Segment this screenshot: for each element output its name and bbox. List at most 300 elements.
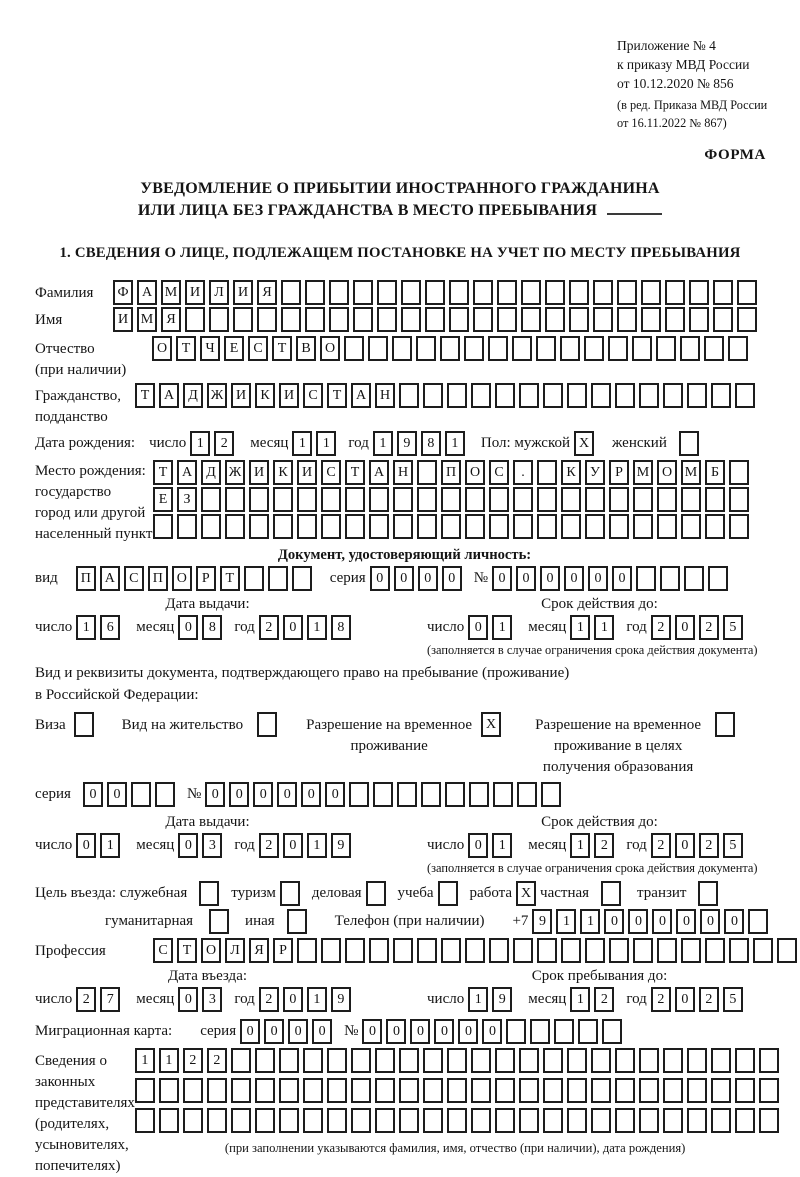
char-cell[interactable] xyxy=(608,336,628,361)
purpose-tourism-checkbox[interactable] xyxy=(280,881,304,906)
char-cell[interactable] xyxy=(399,1108,419,1133)
char-cell[interactable]: 0 xyxy=(468,615,488,640)
char-cell[interactable] xyxy=(417,487,437,512)
char-cell[interactable] xyxy=(705,938,725,963)
char-cell[interactable]: 9 xyxy=(331,987,351,1012)
char-cell[interactable] xyxy=(728,336,748,361)
char-cell[interactable]: 7 xyxy=(100,987,120,1012)
char-cell[interactable] xyxy=(591,1078,611,1103)
char-cell[interactable]: 0 xyxy=(675,833,695,858)
char-cell[interactable] xyxy=(417,938,437,963)
char-cell[interactable] xyxy=(417,460,437,485)
char-cell[interactable] xyxy=(249,487,269,512)
char-cell[interactable] xyxy=(489,514,509,539)
char-cell[interactable] xyxy=(465,938,485,963)
char-cell[interactable]: С xyxy=(321,460,341,485)
char-cell[interactable]: 0 xyxy=(675,987,695,1012)
char-cell[interactable]: 1 xyxy=(445,431,465,456)
char-cell[interactable]: М xyxy=(681,460,701,485)
char-cell[interactable] xyxy=(465,487,485,512)
char-cell[interactable] xyxy=(349,782,369,807)
char-cell[interactable] xyxy=(585,514,605,539)
char-cell[interactable]: Д xyxy=(183,383,203,408)
char-cell[interactable]: 0 xyxy=(107,782,127,807)
char-cell[interactable] xyxy=(633,487,653,512)
char-cell[interactable] xyxy=(327,1048,347,1073)
char-cell[interactable] xyxy=(279,1108,299,1133)
char-cell[interactable] xyxy=(519,1108,539,1133)
char-cell[interactable] xyxy=(633,938,653,963)
char-cell[interactable] xyxy=(578,1019,598,1044)
char-cell[interactable] xyxy=(495,1108,515,1133)
char-cell[interactable]: 0 xyxy=(410,1019,430,1044)
char-cell[interactable]: 0 xyxy=(301,782,321,807)
char-cell[interactable]: Я xyxy=(257,280,277,305)
char-cell[interactable]: 2 xyxy=(259,615,279,640)
char-cell[interactable]: 2 xyxy=(699,833,719,858)
char-cell[interactable] xyxy=(292,566,312,591)
char-cell[interactable] xyxy=(591,383,611,408)
char-cell[interactable] xyxy=(513,938,533,963)
char-cell[interactable] xyxy=(445,782,465,807)
char-cell[interactable] xyxy=(447,1048,467,1073)
char-cell[interactable]: Я xyxy=(161,307,181,332)
char-cell[interactable] xyxy=(464,336,484,361)
char-cell[interactable]: С xyxy=(489,460,509,485)
char-cell[interactable] xyxy=(417,514,437,539)
char-cell[interactable] xyxy=(536,336,556,361)
char-cell[interactable] xyxy=(639,1108,659,1133)
char-cell[interactable]: Т xyxy=(135,383,155,408)
char-cell[interactable]: 2 xyxy=(594,833,614,858)
char-cell[interactable]: Т xyxy=(327,383,347,408)
char-cell[interactable]: Н xyxy=(393,460,413,485)
char-cell[interactable] xyxy=(465,514,485,539)
char-cell[interactable]: А xyxy=(177,460,197,485)
char-cell[interactable]: И xyxy=(297,460,317,485)
char-cell[interactable]: 2 xyxy=(699,987,719,1012)
char-cell[interactable]: 1 xyxy=(373,431,393,456)
char-cell[interactable]: П xyxy=(76,566,96,591)
char-cell[interactable] xyxy=(471,1108,491,1133)
char-cell[interactable] xyxy=(585,938,605,963)
char-cell[interactable] xyxy=(567,1108,587,1133)
char-cell[interactable] xyxy=(257,307,277,332)
char-cell[interactable] xyxy=(687,1078,707,1103)
char-cell[interactable] xyxy=(561,487,581,512)
char-cell[interactable]: М xyxy=(137,307,157,332)
char-cell[interactable] xyxy=(345,514,365,539)
char-cell[interactable]: Т xyxy=(345,460,365,485)
char-cell[interactable] xyxy=(231,1078,251,1103)
char-cell[interactable] xyxy=(537,514,557,539)
purpose-work-checkbox[interactable] xyxy=(516,881,540,906)
char-cell[interactable]: 2 xyxy=(207,1048,227,1073)
char-cell[interactable] xyxy=(375,1048,395,1073)
char-cell[interactable] xyxy=(273,514,293,539)
char-cell[interactable] xyxy=(425,280,445,305)
char-cell[interactable] xyxy=(735,1048,755,1073)
char-cell[interactable] xyxy=(657,514,677,539)
char-cell[interactable]: Я xyxy=(249,938,269,963)
char-cell[interactable] xyxy=(663,1108,683,1133)
char-cell[interactable] xyxy=(447,1108,467,1133)
char-cell[interactable] xyxy=(425,307,445,332)
char-cell[interactable]: 1 xyxy=(307,833,327,858)
char-cell[interactable]: 0 xyxy=(540,566,560,591)
char-cell[interactable] xyxy=(639,1048,659,1073)
char-cell[interactable]: А xyxy=(159,383,179,408)
char-cell[interactable] xyxy=(440,336,460,361)
char-cell[interactable] xyxy=(423,1048,443,1073)
char-cell[interactable] xyxy=(759,1108,779,1133)
char-cell[interactable] xyxy=(183,1108,203,1133)
char-cell[interactable] xyxy=(513,514,533,539)
char-cell[interactable] xyxy=(519,383,539,408)
char-cell[interactable]: 0 xyxy=(676,909,696,934)
char-cell[interactable]: 0 xyxy=(205,782,225,807)
char-cell[interactable] xyxy=(615,1078,635,1103)
char-cell[interactable] xyxy=(257,712,277,737)
char-cell[interactable]: 9 xyxy=(532,909,552,934)
char-cell[interactable]: О xyxy=(201,938,221,963)
char-cell[interactable] xyxy=(344,336,364,361)
char-cell[interactable] xyxy=(513,487,533,512)
char-cell[interactable] xyxy=(399,1078,419,1103)
char-cell[interactable]: 2 xyxy=(651,987,671,1012)
char-cell[interactable] xyxy=(687,1108,707,1133)
char-cell[interactable] xyxy=(225,487,245,512)
char-cell[interactable]: 0 xyxy=(283,833,303,858)
char-cell[interactable] xyxy=(633,514,653,539)
char-cell[interactable]: 1 xyxy=(594,615,614,640)
char-cell[interactable] xyxy=(657,938,677,963)
char-cell[interactable]: А xyxy=(369,460,389,485)
char-cell[interactable] xyxy=(713,280,733,305)
char-cell[interactable] xyxy=(377,307,397,332)
char-cell[interactable] xyxy=(729,487,749,512)
char-cell[interactable]: Т xyxy=(153,460,173,485)
char-cell[interactable] xyxy=(636,566,656,591)
char-cell[interactable]: О xyxy=(152,336,172,361)
char-cell[interactable] xyxy=(209,307,229,332)
char-cell[interactable] xyxy=(327,1078,347,1103)
char-cell[interactable] xyxy=(585,487,605,512)
char-cell[interactable]: А xyxy=(137,280,157,305)
char-cell[interactable] xyxy=(153,514,173,539)
char-cell[interactable] xyxy=(584,336,604,361)
char-cell[interactable] xyxy=(369,514,389,539)
char-cell[interactable]: 0 xyxy=(564,566,584,591)
char-cell[interactable]: 0 xyxy=(458,1019,478,1044)
char-cell[interactable] xyxy=(329,307,349,332)
char-cell[interactable]: . xyxy=(513,460,533,485)
char-cell[interactable]: 1 xyxy=(570,987,590,1012)
char-cell[interactable] xyxy=(554,1019,574,1044)
char-cell[interactable]: Е xyxy=(153,487,173,512)
char-cell[interactable] xyxy=(530,1019,550,1044)
char-cell[interactable]: Н xyxy=(375,383,395,408)
char-cell[interactable] xyxy=(684,566,704,591)
char-cell[interactable] xyxy=(506,1019,526,1044)
char-cell[interactable] xyxy=(447,1078,467,1103)
char-cell[interactable] xyxy=(497,307,517,332)
char-cell[interactable] xyxy=(569,307,589,332)
char-cell[interactable]: 0 xyxy=(370,566,390,591)
char-cell[interactable]: К xyxy=(561,460,581,485)
char-cell[interactable]: 0 xyxy=(675,615,695,640)
sex-female-checkbox[interactable] xyxy=(679,431,703,456)
char-cell[interactable] xyxy=(268,566,288,591)
purpose-business-checkbox[interactable] xyxy=(366,881,390,906)
char-cell[interactable]: 2 xyxy=(183,1048,203,1073)
char-cell[interactable] xyxy=(517,782,537,807)
char-cell[interactable] xyxy=(297,487,317,512)
char-cell[interactable] xyxy=(353,307,373,332)
char-cell[interactable]: 8 xyxy=(202,615,222,640)
char-cell[interactable] xyxy=(713,307,733,332)
char-cell[interactable] xyxy=(537,487,557,512)
char-cell[interactable]: Ж xyxy=(225,460,245,485)
char-cell[interactable]: З xyxy=(177,487,197,512)
char-cell[interactable] xyxy=(401,280,421,305)
char-cell[interactable] xyxy=(233,307,253,332)
char-cell[interactable]: Д xyxy=(201,460,221,485)
char-cell[interactable] xyxy=(521,307,541,332)
char-cell[interactable] xyxy=(545,307,565,332)
char-cell[interactable] xyxy=(495,383,515,408)
char-cell[interactable] xyxy=(201,487,221,512)
char-cell[interactable] xyxy=(249,514,269,539)
char-cell[interactable] xyxy=(665,307,685,332)
char-cell[interactable] xyxy=(185,307,205,332)
char-cell[interactable]: 5 xyxy=(723,833,743,858)
char-cell[interactable]: 3 xyxy=(202,833,222,858)
char-cell[interactable] xyxy=(711,383,731,408)
char-cell[interactable]: 0 xyxy=(386,1019,406,1044)
temp-residence-checkbox[interactable] xyxy=(481,712,505,737)
char-cell[interactable] xyxy=(131,782,151,807)
char-cell[interactable]: И xyxy=(233,280,253,305)
char-cell[interactable] xyxy=(255,1108,275,1133)
char-cell[interactable]: X xyxy=(516,881,536,906)
char-cell[interactable] xyxy=(521,280,541,305)
char-cell[interactable] xyxy=(279,1078,299,1103)
char-cell[interactable] xyxy=(281,280,301,305)
char-cell[interactable] xyxy=(704,336,724,361)
char-cell[interactable]: 0 xyxy=(516,566,536,591)
char-cell[interactable] xyxy=(681,487,701,512)
char-cell[interactable] xyxy=(561,514,581,539)
char-cell[interactable] xyxy=(135,1108,155,1133)
char-cell[interactable]: Ч xyxy=(200,336,220,361)
char-cell[interactable] xyxy=(681,938,701,963)
char-cell[interactable]: 1 xyxy=(159,1048,179,1073)
char-cell[interactable] xyxy=(567,383,587,408)
char-cell[interactable] xyxy=(679,431,699,456)
char-cell[interactable]: 2 xyxy=(259,833,279,858)
char-cell[interactable]: Р xyxy=(273,938,293,963)
char-cell[interactable] xyxy=(663,1078,683,1103)
char-cell[interactable] xyxy=(689,280,709,305)
char-cell[interactable]: Ф xyxy=(113,280,133,305)
char-cell[interactable] xyxy=(632,336,652,361)
char-cell[interactable]: С xyxy=(248,336,268,361)
char-cell[interactable] xyxy=(711,1078,731,1103)
char-cell[interactable]: Р xyxy=(196,566,216,591)
char-cell[interactable] xyxy=(488,336,508,361)
char-cell[interactable] xyxy=(421,782,441,807)
char-cell[interactable] xyxy=(519,1048,539,1073)
char-cell[interactable] xyxy=(471,1048,491,1073)
char-cell[interactable]: 0 xyxy=(76,833,96,858)
visa-checkbox[interactable] xyxy=(74,712,98,737)
char-cell[interactable] xyxy=(438,881,458,906)
char-cell[interactable]: 1 xyxy=(135,1048,155,1073)
char-cell[interactable] xyxy=(321,514,341,539)
char-cell[interactable]: 2 xyxy=(594,987,614,1012)
char-cell[interactable] xyxy=(353,280,373,305)
char-cell[interactable] xyxy=(711,1108,731,1133)
purpose-transit-checkbox[interactable] xyxy=(698,881,722,906)
char-cell[interactable]: И xyxy=(231,383,251,408)
char-cell[interactable] xyxy=(74,712,94,737)
char-cell[interactable]: 3 xyxy=(202,987,222,1012)
char-cell[interactable] xyxy=(255,1048,275,1073)
char-cell[interactable] xyxy=(159,1078,179,1103)
char-cell[interactable]: 0 xyxy=(612,566,632,591)
char-cell[interactable] xyxy=(329,280,349,305)
char-cell[interactable] xyxy=(641,280,661,305)
char-cell[interactable] xyxy=(609,514,629,539)
char-cell[interactable]: О xyxy=(320,336,340,361)
char-cell[interactable] xyxy=(231,1108,251,1133)
char-cell[interactable]: Р xyxy=(609,460,629,485)
char-cell[interactable] xyxy=(519,1078,539,1103)
char-cell[interactable] xyxy=(155,782,175,807)
char-cell[interactable]: 0 xyxy=(83,782,103,807)
char-cell[interactable] xyxy=(441,514,461,539)
char-cell[interactable] xyxy=(305,280,325,305)
char-cell[interactable] xyxy=(416,336,436,361)
char-cell[interactable] xyxy=(705,514,725,539)
char-cell[interactable]: 0 xyxy=(312,1019,332,1044)
char-cell[interactable] xyxy=(609,487,629,512)
char-cell[interactable]: И xyxy=(113,307,133,332)
char-cell[interactable]: 1 xyxy=(468,987,488,1012)
char-cell[interactable] xyxy=(698,881,718,906)
char-cell[interactable] xyxy=(279,1048,299,1073)
char-cell[interactable] xyxy=(663,1048,683,1073)
char-cell[interactable] xyxy=(473,280,493,305)
purpose-humanitarian-checkbox[interactable] xyxy=(209,909,233,934)
char-cell[interactable]: 1 xyxy=(76,615,96,640)
char-cell[interactable] xyxy=(393,487,413,512)
char-cell[interactable] xyxy=(135,1078,155,1103)
char-cell[interactable] xyxy=(680,336,700,361)
char-cell[interactable] xyxy=(397,782,417,807)
char-cell[interactable] xyxy=(639,1078,659,1103)
char-cell[interactable]: 0 xyxy=(724,909,744,934)
char-cell[interactable]: И xyxy=(279,383,299,408)
char-cell[interactable]: С xyxy=(153,938,173,963)
char-cell[interactable]: 0 xyxy=(588,566,608,591)
char-cell[interactable] xyxy=(399,383,419,408)
char-cell[interactable] xyxy=(375,1108,395,1133)
temp-residence-edu-checkbox[interactable] xyxy=(715,712,739,737)
char-cell[interactable]: О xyxy=(465,460,485,485)
char-cell[interactable]: 9 xyxy=(331,833,351,858)
char-cell[interactable] xyxy=(759,1078,779,1103)
char-cell[interactable] xyxy=(393,938,413,963)
char-cell[interactable] xyxy=(615,1108,635,1133)
char-cell[interactable]: К xyxy=(255,383,275,408)
char-cell[interactable]: 1 xyxy=(292,431,312,456)
char-cell[interactable]: Ж xyxy=(207,383,227,408)
char-cell[interactable]: 1 xyxy=(100,833,120,858)
char-cell[interactable] xyxy=(705,487,725,512)
char-cell[interactable] xyxy=(543,1048,563,1073)
char-cell[interactable]: 1 xyxy=(307,987,327,1012)
char-cell[interactable]: 0 xyxy=(178,833,198,858)
char-cell[interactable]: В xyxy=(296,336,316,361)
char-cell[interactable] xyxy=(537,938,557,963)
char-cell[interactable] xyxy=(177,514,197,539)
char-cell[interactable] xyxy=(715,712,735,737)
residence-permit-checkbox[interactable] xyxy=(257,712,281,737)
char-cell[interactable] xyxy=(641,307,661,332)
char-cell[interactable] xyxy=(489,487,509,512)
char-cell[interactable] xyxy=(729,514,749,539)
char-cell[interactable]: К xyxy=(273,460,293,485)
char-cell[interactable]: С xyxy=(303,383,323,408)
char-cell[interactable]: 0 xyxy=(604,909,624,934)
char-cell[interactable]: М xyxy=(161,280,181,305)
char-cell[interactable]: 1 xyxy=(307,615,327,640)
char-cell[interactable] xyxy=(543,383,563,408)
char-cell[interactable]: 0 xyxy=(468,833,488,858)
char-cell[interactable] xyxy=(305,307,325,332)
char-cell[interactable]: 0 xyxy=(325,782,345,807)
char-cell[interactable] xyxy=(735,1108,755,1133)
char-cell[interactable]: 0 xyxy=(240,1019,260,1044)
char-cell[interactable]: 0 xyxy=(229,782,249,807)
char-cell[interactable] xyxy=(656,336,676,361)
char-cell[interactable] xyxy=(244,566,264,591)
char-cell[interactable] xyxy=(449,307,469,332)
char-cell[interactable]: 0 xyxy=(283,615,303,640)
char-cell[interactable]: 5 xyxy=(723,615,743,640)
char-cell[interactable]: 2 xyxy=(214,431,234,456)
char-cell[interactable] xyxy=(593,280,613,305)
char-cell[interactable] xyxy=(399,1048,419,1073)
char-cell[interactable]: Б xyxy=(705,460,725,485)
char-cell[interactable]: 2 xyxy=(699,615,719,640)
char-cell[interactable]: 6 xyxy=(100,615,120,640)
char-cell[interactable] xyxy=(368,336,388,361)
char-cell[interactable] xyxy=(545,280,565,305)
char-cell[interactable] xyxy=(473,307,493,332)
char-cell[interactable] xyxy=(393,514,413,539)
purpose-study-checkbox[interactable] xyxy=(438,881,462,906)
char-cell[interactable] xyxy=(681,514,701,539)
char-cell[interactable] xyxy=(369,938,389,963)
char-cell[interactable] xyxy=(345,487,365,512)
char-cell[interactable] xyxy=(737,280,757,305)
char-cell[interactable]: П xyxy=(441,460,461,485)
char-cell[interactable] xyxy=(159,1108,179,1133)
char-cell[interactable] xyxy=(441,938,461,963)
